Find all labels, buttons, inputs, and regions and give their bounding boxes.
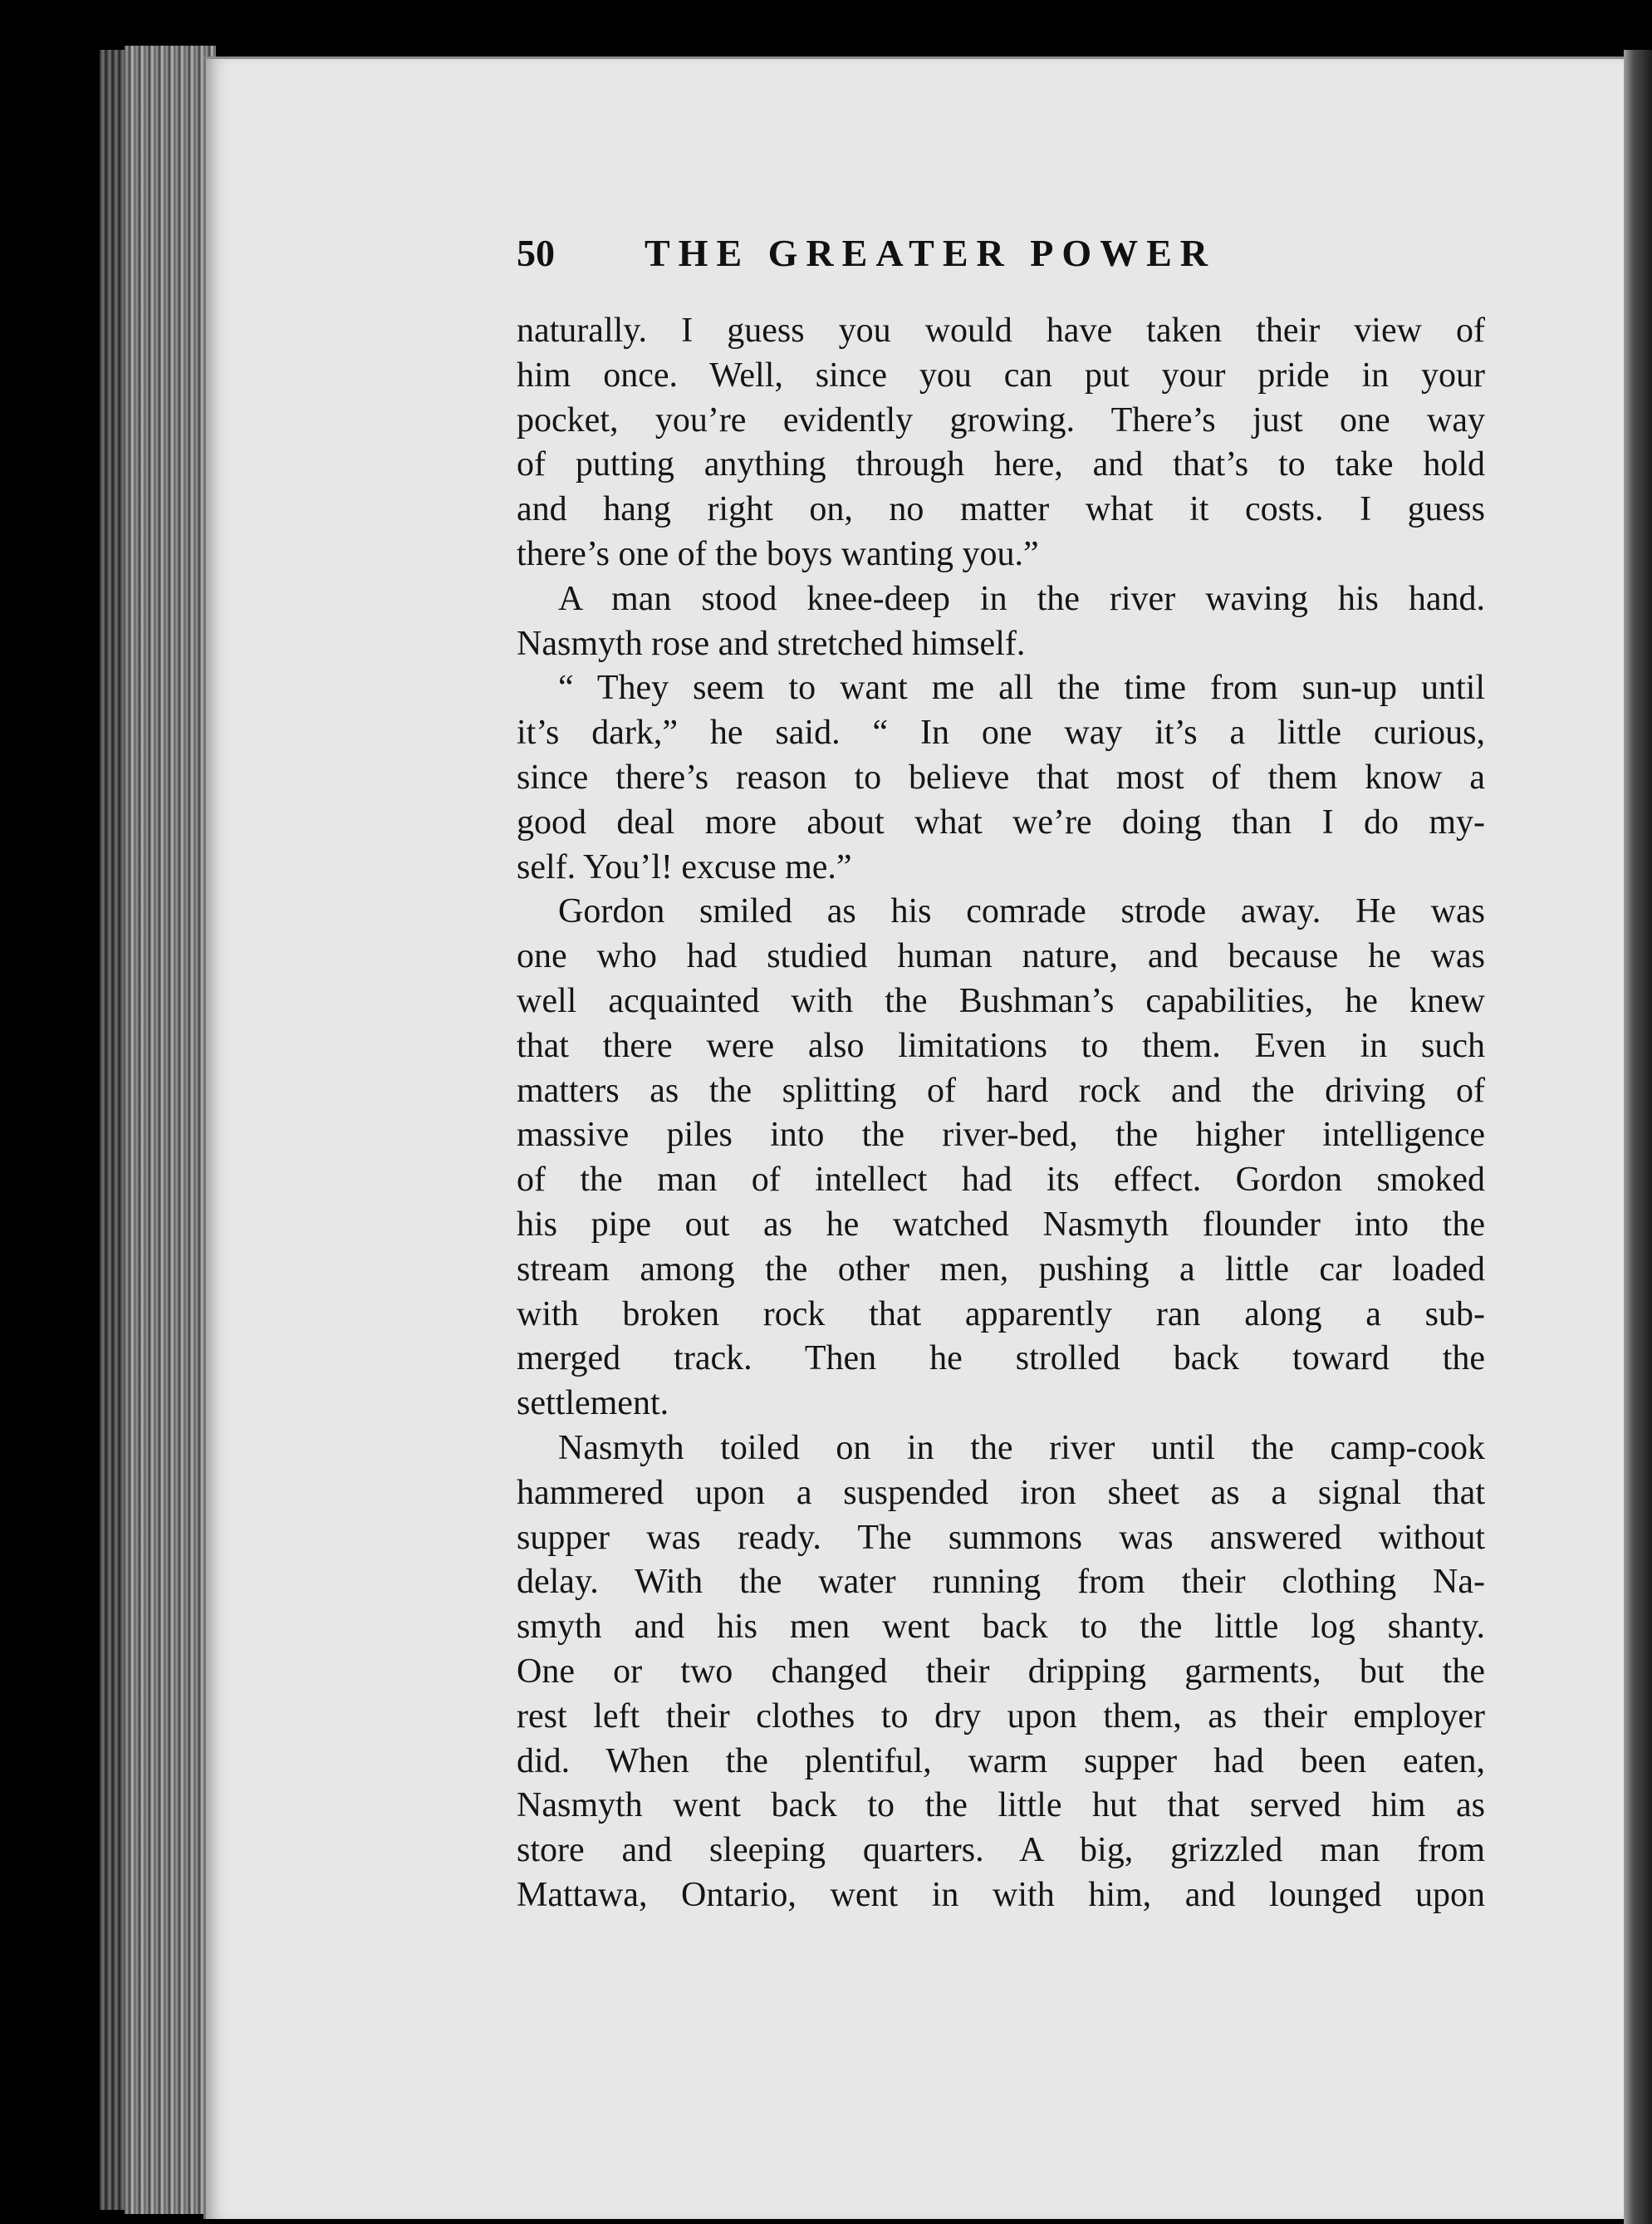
text-line: stream among the other men, pushing a little car loaded [517, 1249, 1485, 1289]
text-line: matters as the splitting of hard rock and the driving of [517, 1071, 1485, 1110]
text-line: hammered upon a suspended iron sheet as a signal that [517, 1473, 1485, 1512]
text-line: Mattawa, Ontario, went in with him, and lounged upon [517, 1875, 1485, 1914]
text-line: Nasmyth toiled on in the river until the camp-cook [558, 1428, 1485, 1467]
text-line: did. When the plentiful, warm supper had been eaten, [517, 1741, 1485, 1780]
text-line: One or two changed their dripping garments, but the [517, 1652, 1485, 1691]
text-line: store and sleeping quarters. A big, grizzled man from [517, 1831, 1485, 1870]
text-line: there’s one of the boys wanting you.” [517, 534, 1039, 573]
text-line: smyth and his men went back to the little log shanty. [517, 1608, 1485, 1647]
text-line: naturally. I guess you would have taken their view of [517, 312, 1485, 350]
text-line: merged track. Then he strolled back toward the [517, 1339, 1485, 1378]
text-line: supper was ready. The summons was answered without [517, 1518, 1485, 1557]
text-line: Nasmyth went back to the little hut that served him as [517, 1786, 1485, 1825]
text-line: good deal more about what we’re doing than I do my- [517, 803, 1485, 842]
text-line: self. You’l! excuse me.” [517, 847, 852, 886]
text-line: settlement. [517, 1384, 669, 1423]
text-line: “ They seem to want me all the time from sun-up until [558, 669, 1485, 708]
text-line: and hang right on, no matter what it costs. I guess [517, 490, 1485, 529]
text-line: his pipe out as he watched Nasmyth flounder into the [517, 1205, 1485, 1244]
text-line: that there were also limitations to them. Even in such [517, 1026, 1485, 1065]
text-line: of putting anything through here, and that’s to take hold [517, 445, 1485, 484]
running-title: THE GREATER POWER [645, 232, 1216, 274]
text-line: well acquainted with the Bushman’s capabilities, he knew [517, 981, 1485, 1020]
text-line: with broken rock that apparently ran along a sub- [517, 1294, 1485, 1333]
text-line: it’s dark,” he said. “ In one way it’s a little curious, [517, 714, 1485, 753]
page-header [517, 231, 1483, 289]
page-number: 50 [517, 232, 555, 274]
text-line: A man stood knee-deep in the river waving his hand. [558, 579, 1485, 618]
text-line: delay. With the water running from their clothing Na- [517, 1563, 1485, 1602]
page-edges [125, 46, 216, 2214]
text-line: pocket, you’re evidently growing. There’s just one way [517, 400, 1485, 439]
text-line: since there’s reason to believe that most of them know a [517, 758, 1485, 797]
body-text [517, 309, 1485, 1918]
text-line: one who had studied human nature, and because he was [517, 937, 1485, 976]
text-line: Gordon smiled as his comrade strode away. He was [558, 892, 1485, 931]
text-line: rest left their clothes to dry upon them, as their employer [517, 1696, 1485, 1736]
text-line: of the man of intellect had its effect. Gordon smoked [517, 1161, 1485, 1200]
right-page-edge [1624, 50, 1652, 2224]
text-line: Nasmyth rose and stretched himself. [517, 624, 1026, 663]
text-line: massive piles into the river-bed, the higher intelligence [517, 1116, 1485, 1155]
text-line: him once. Well, since you can put your pride in your [517, 356, 1485, 395]
